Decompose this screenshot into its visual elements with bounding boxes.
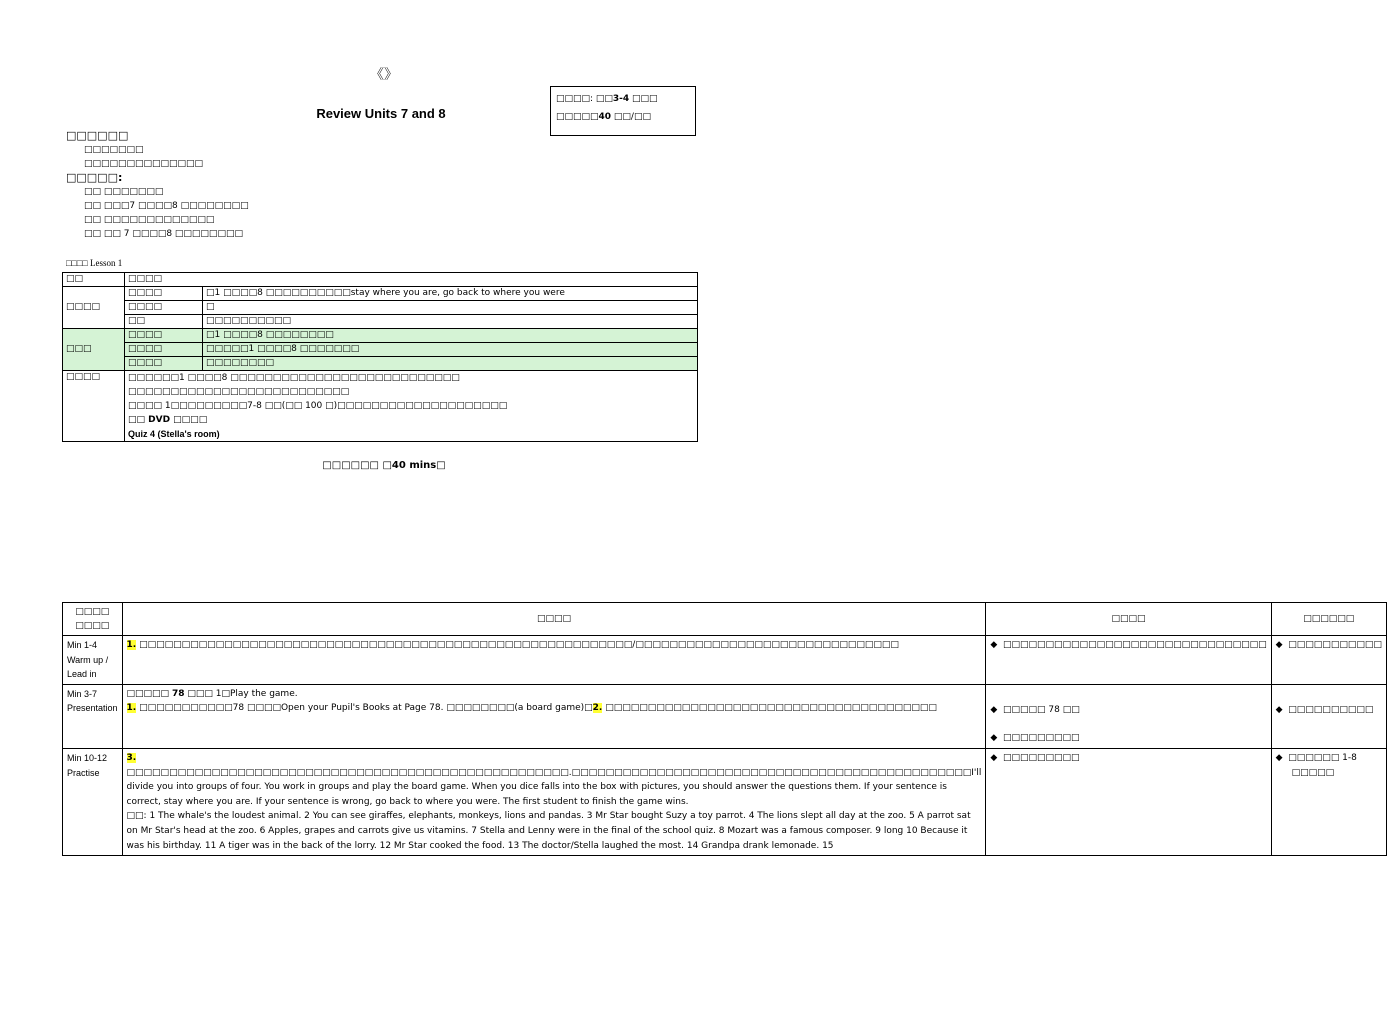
table-cell: □□□□ [125, 273, 698, 287]
table-row [63, 357, 698, 371]
list-item: ◆ □□□□□□□□□□□ [1275, 640, 1382, 650]
table-cell: □□□□ [125, 329, 203, 343]
step-number: 2. [592, 703, 603, 714]
table-cell: □1 □□□□8 □□□□□□□□ [203, 329, 698, 343]
diamond-bullet-icon: ◆ [1275, 704, 1283, 715]
lesson-overview-table [62, 272, 698, 442]
list-item: ◆ □□□□□□□□□□ [1275, 704, 1374, 715]
table-row [63, 636, 1387, 685]
column-header: □□□□ [122, 603, 986, 636]
diamond-bullet-icon: ◆ [1275, 752, 1283, 763]
procedure-line: □□□□□ 78 □□□ 1□Play the game. [126, 688, 298, 699]
diamond-bullet-icon: ◆ [990, 704, 998, 715]
process-title: □□□□□□ □40 mins□ [322, 460, 446, 471]
answers-line: □□: 1 The whale's the loudest animal. 2 You can see giraffes, elephants, monkeys, lions and pandas. 3 Mr Star bought Suzy a toy parrot. 4 The lions slept all day at the zoo. 5 A parrot sat on Mr Star's head at the zoo. 6 Apples, grapes and carrots give us vitamins. 7 Stella and Lenny were in the final of the school quiz. 8 Mozart was a famous composer. 9 long 10 Because it was his birthday. 11 A tiger was in the back of the lorry. 12 Mr Star cooked the food. 13 The doctor/Stella laughed the most. 14 Grandpa drank lemonade. 15 [126, 811, 971, 851]
list-item: ◆ □□□□□□□□□ [990, 752, 1080, 763]
list-item: ◆ □□□□□□□□□□□□□□□□□□□□□□□□□□□□□□□ [990, 640, 1267, 650]
procedure-line: 3. □□□□□□□□□□□□□□□□□□□□□□□□□□□□□□□□□□□□□□□□□□□□□□□□□□□□.□□□□□□□□□□□□□□□□□□□□□□□□□□□□□□□□□□□□□□□□□□□□□□□I'll divide you into groups of four. You work in groups and play the board game. When you dice falls into the box with pictures, you should answer the questions them. If your sentence is correct, stay where you are. If your sentence is wrong, go back to where you were. The first student to finish the game wins. [126, 752, 982, 807]
column-header: □□□□ □□□□ [63, 603, 123, 636]
table-cell: □□ [125, 315, 203, 329]
table-cell: □□□□□□□□ [203, 357, 698, 371]
table-cell: □□□□□1 □□□□8 □□□□□□□ [203, 343, 698, 357]
table-row [63, 684, 1387, 748]
table-cell: □□□□ [125, 301, 203, 315]
procedure-cell [122, 748, 986, 855]
objectives-heading: □□□□□□ [66, 129, 129, 142]
list-item: ◆ □□□□□ 78 □□ [990, 704, 1080, 715]
diamond-bullet-icon: ◆ [990, 733, 998, 744]
lesson-label: □□□□ Lesson 1 [66, 258, 123, 268]
grade-line: □□□□: □□3-4 □□□ [556, 94, 658, 104]
teaching-process-table [62, 602, 1387, 856]
activity-cell [986, 684, 1271, 748]
procedure-cell: 1. □□□□□□□□□□□□□□□□□□□□□□□□□□□□□□□□□□□□□□□□□□□□□□□□□□□□□□□□□□/□□□□□□□□□□□□□□□□□□□□□□□□□□□□□□□ [122, 636, 986, 685]
procedure-cell [122, 684, 986, 748]
table-row [63, 301, 698, 315]
step-number: 3. [126, 752, 137, 763]
duration-line: □□□□□40 □□/□□ [556, 112, 651, 122]
table-row [63, 287, 698, 301]
time-cell: Min 10-12 Practise [63, 748, 123, 855]
step-number: 1. [126, 640, 137, 650]
table-cell: □□ [63, 273, 125, 287]
table-row [63, 273, 698, 287]
list-item: ◆ □□□□□□ 1-8 □□□□□ [1275, 752, 1357, 778]
diamond-bullet-icon: ◆ [1275, 640, 1283, 650]
table-header-row [63, 603, 1387, 636]
objective-item: □□□□□□□ [84, 145, 144, 155]
table-row [63, 315, 698, 329]
goal-item: □□ □□□□□□□ [84, 187, 164, 197]
table-cell: □1 □□□□8 □□□□□□□□□□stay where you are, go back to where you were [203, 287, 698, 301]
step-number: 1. [126, 703, 137, 714]
aim-cell [1271, 748, 1386, 855]
time-cell: Min 1-4 Warm up / Lead in [63, 636, 123, 685]
objective-item: □□□□□□□□□□□□□□ [84, 159, 204, 169]
table-row [63, 371, 698, 442]
column-header: □□□□□□ [1271, 603, 1386, 636]
resource-item: □□ DVD □□□□ [128, 415, 208, 425]
aim-cell [1271, 636, 1386, 685]
table-cell: □ [203, 301, 698, 315]
table-row [63, 329, 698, 343]
goal-item: □□ □□ 7 □□□□8 □□□□□□□□ [84, 229, 243, 239]
table-cell: □□□□ [125, 343, 203, 357]
document-title: 《》 [370, 67, 398, 83]
unit-title: Review Units 7 and 8 [316, 106, 446, 121]
table-cell: □□□□ [125, 357, 203, 371]
goals-heading: □□□□□: [66, 171, 123, 184]
resource-item: □□□□ 1□□□□□□□□□7-8 □□(□□ 100 □)□□□□□□□□□□□□□□□□□□□□ [128, 401, 508, 411]
table-cell: □□□□ [63, 371, 125, 442]
table-row [63, 748, 1387, 855]
time-cell: Min 3-7 Presentation [63, 684, 123, 748]
resource-item: Quiz 4 (Stella's room) [128, 429, 220, 439]
diamond-bullet-icon: ◆ [990, 752, 998, 763]
activity-cell [986, 748, 1271, 855]
diamond-bullet-icon: ◆ [990, 640, 998, 650]
resource-item: □□□□□□1 □□□□8 □□□□□□□□□□□□□□□□□□□□□□□□□□□ [128, 373, 460, 383]
procedure-line: 1. □□□□□□□□□□□78 □□□□Open your Pupil's Books at Page 78. □□□□□□□□(a board game)□2. □□□□□□□□□□□□□□□□□□□□□□□□□□□□□□□□□□□□□□□ [126, 703, 937, 714]
resources-cell [125, 371, 698, 442]
objectives-section [66, 129, 249, 241]
goal-item: □□ □□□7 □□□□8 □□□□□□□□ [84, 201, 249, 211]
table-row [63, 343, 698, 357]
table-cell: □□□ [63, 329, 125, 371]
table-cell: □□□□ [63, 287, 125, 329]
activity-cell [986, 636, 1271, 685]
table-cell: □□□□ [125, 287, 203, 301]
list-item: ◆ □□□□□□□□□ [990, 733, 1080, 744]
aim-cell [1271, 684, 1386, 748]
column-header: □□□□ [986, 603, 1271, 636]
goal-item: □□ □□□□□□□□□□□□□ [84, 215, 215, 225]
table-cell: □□□□□□□□□□ [203, 315, 698, 329]
resource-item: □□□□□□□□□□□□□□□□□□□□□□□□□□ [128, 387, 350, 397]
